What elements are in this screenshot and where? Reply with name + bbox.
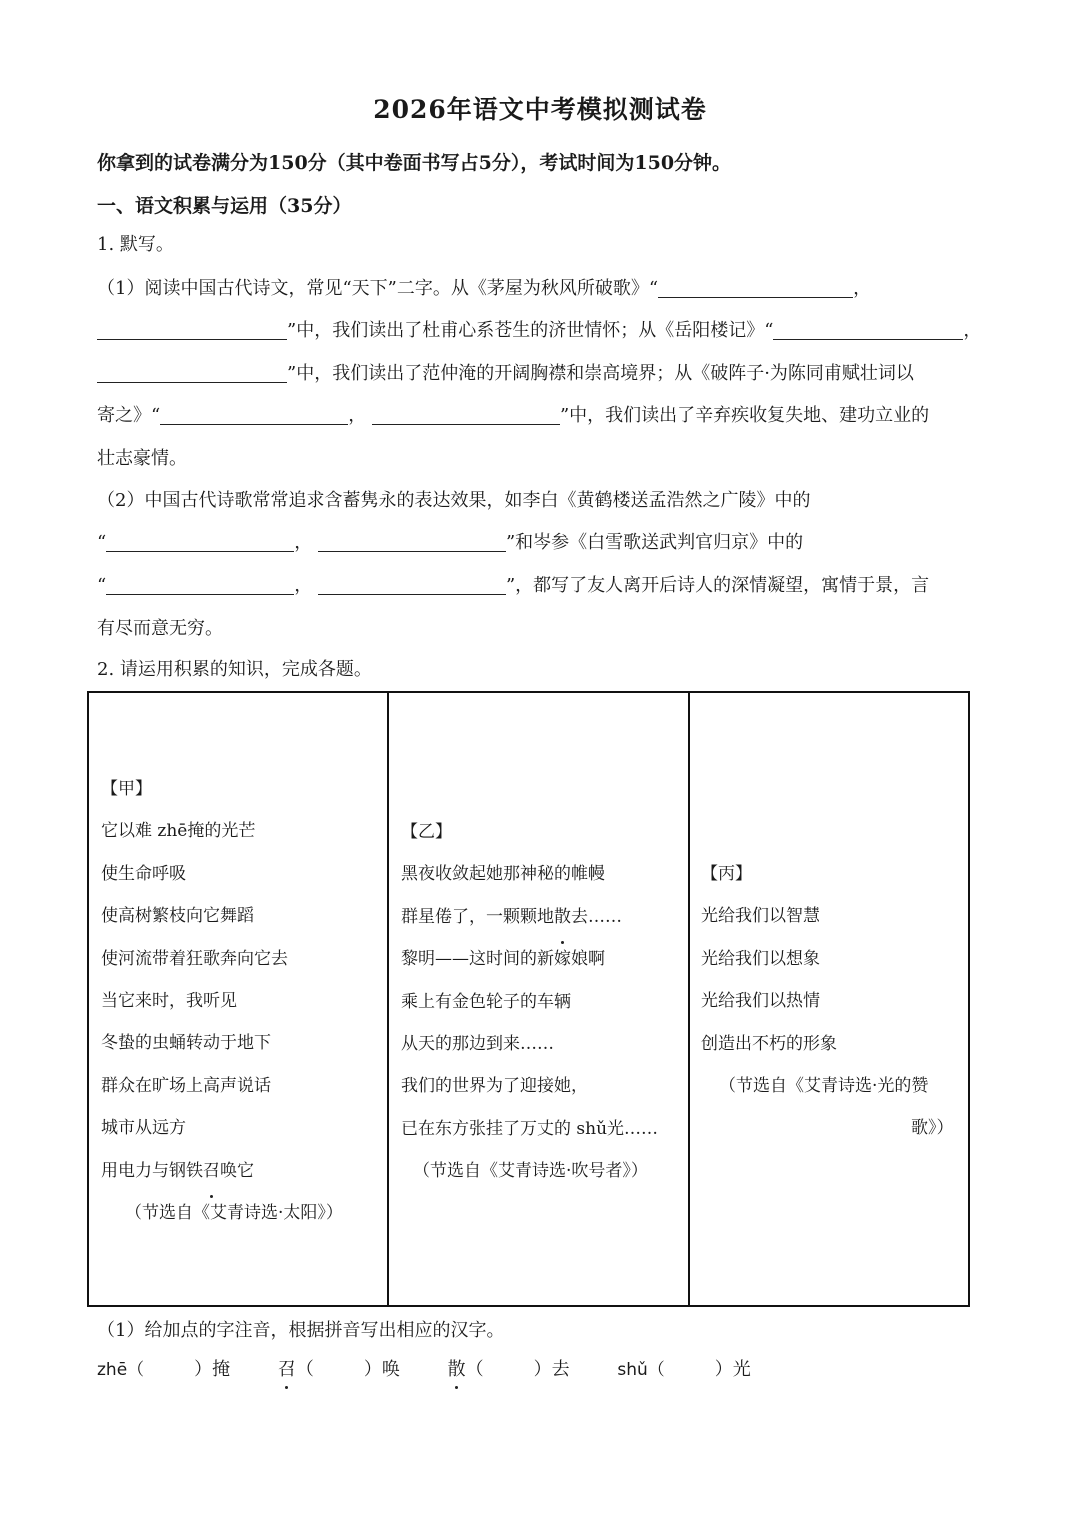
poem-line: 当它来时，我听见 — [101, 991, 237, 1012]
exam-title: 2026年语文中考模拟测试卷 — [373, 95, 707, 124]
poem-source: （节选自《艾青诗选·太阳》） — [125, 1203, 343, 1224]
answer-blank[interactable] — [318, 574, 506, 595]
poem-source: （节选自《艾青诗选·吹号者》） — [413, 1161, 648, 1182]
poem-yi — [401, 811, 658, 1193]
poem-line: 群众在旷场上高声说话 — [101, 1075, 271, 1096]
poem-line: 使河流带着狂歌奔向它去 — [101, 948, 288, 969]
answer-blank[interactable] — [372, 404, 560, 425]
q1-part1-line3: ”中，我们读出了范仲淹的开阔胸襟和崇高境界；从《破阵子·为陈同甫赋壮词以 — [97, 361, 914, 387]
q2-sub1: （1）给加点的字注音，根据拼音写出相应的汉字。 — [97, 1320, 505, 1341]
poem-line: 乘上有金色轮子的车辆 — [401, 991, 571, 1012]
poem-line: 城市从远方 — [101, 1118, 186, 1139]
answer-item: shǔ（ ）光 — [617, 1359, 751, 1380]
poem-line: 它以难 zhē掩的光芒 — [101, 821, 256, 842]
answer-item: 召（ ）唤 — [278, 1357, 400, 1383]
poem-source: （节选自《艾青诗选·光的赞 — [719, 1076, 929, 1097]
poem-jia — [101, 768, 343, 1234]
poem-line: 光给我们以热情 — [701, 991, 820, 1012]
poem-line: 光给我们以想象 — [701, 948, 820, 969]
answer-item: zhē（ ）掩 — [97, 1359, 231, 1380]
poem-bing — [701, 853, 954, 1150]
answer-blank[interactable] — [97, 362, 287, 383]
poem-line: 黎明——这时间的新嫁娘啊 — [401, 949, 605, 970]
poem-line: 冬蛰的虫蛹转动于地下 — [101, 1033, 271, 1054]
poem-line: 用电力与钢铁召唤它 — [101, 1150, 343, 1192]
question-2-label: 2. 请运用积累的知识，完成各题。 — [97, 659, 372, 680]
q1-part2-line1: （2）中国古代诗歌常常追求含蓄隽永的表达效果，如李白《黄鹤楼送孟浩然之广陵》中的 — [97, 490, 811, 511]
answer-blank[interactable] — [97, 319, 287, 340]
q1-part1-line4: 寄之》“ ， ”中，我们读出了辛弃疾收复失地、建功立业的 — [97, 405, 930, 426]
pinyin-answer-row — [97, 1357, 793, 1383]
q1-part2-line3: “ ， ”，都写了友人离开后诗人的深情凝望，寓情于景，言 — [97, 575, 930, 596]
table-divider — [688, 693, 690, 1305]
dotted-char: 召 — [203, 1150, 220, 1192]
section-heading: 一、语文积累与运用（35分） — [97, 195, 352, 217]
poem-source: 歌》） — [911, 1118, 954, 1139]
exam-intro: 你拿到的试卷满分为150分（其中卷面书写占5分），考试时间为150分钟。 — [97, 152, 732, 174]
poem-tag: 【甲】 — [101, 779, 152, 799]
poem-tag: 【乙】 — [401, 822, 452, 842]
question-1-label: 1. 默写。 — [97, 234, 174, 255]
answer-blank[interactable] — [106, 574, 294, 595]
poem-line: 群星倦了，一颗颗地散去…… — [401, 896, 658, 938]
poem-line: 使高树繁枝向它舞蹈 — [101, 906, 254, 927]
q1-part1-line5: 壮志豪情。 — [97, 448, 187, 469]
dotted-char: 召 — [278, 1357, 296, 1383]
answer-blank[interactable] — [106, 531, 294, 552]
poem-table — [87, 691, 970, 1307]
poem-line: 已在东方张挂了万丈的 shǔ光…… — [401, 1118, 659, 1139]
poem-line: 从天的那边到来…… — [401, 1034, 554, 1055]
poem-tag: 【丙】 — [701, 864, 752, 884]
table-divider — [387, 693, 389, 1305]
answer-blank[interactable] — [658, 277, 853, 298]
answer-blank[interactable] — [318, 531, 506, 552]
poem-line: 我们的世界为了迎接她， — [401, 1076, 588, 1097]
q1-part2-line2: “ ， ”和岑参《白雪歌送武判官归京》中的 — [97, 532, 804, 553]
q1-part2-line4: 有尽而意无穷。 — [97, 618, 223, 639]
poem-line: 使生命呼吸 — [101, 863, 186, 884]
q1-part1-line1: （1）阅读中国古代诗文，常见“天下”二字。从《茅屋为秋风所破歌》“ ， — [97, 278, 872, 299]
poem-line: 光给我们以智慧 — [701, 906, 820, 927]
poem-line: 创造出不朽的形象 — [701, 1033, 837, 1054]
dotted-char: 散 — [554, 896, 571, 938]
q1-part1-line2: ”中，我们读出了杜甫心系苍生的济世情怀；从《岳阳楼记》“ ， — [97, 318, 981, 344]
answer-item: 散（ ）去 — [448, 1357, 570, 1383]
answer-blank[interactable] — [160, 404, 348, 425]
answer-blank[interactable] — [773, 319, 963, 340]
poem-line: 黑夜收敛起她那神秘的帷幔 — [401, 864, 605, 885]
dotted-char: 散 — [448, 1357, 466, 1383]
